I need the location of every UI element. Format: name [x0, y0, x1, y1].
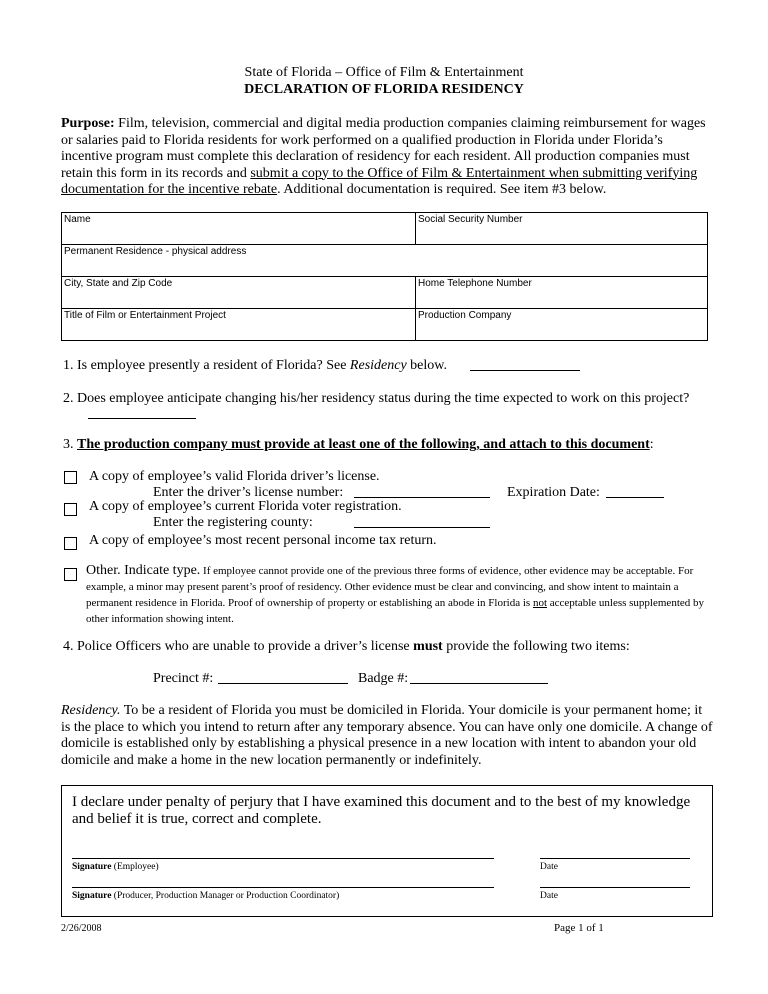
- document-title: DECLARATION OF FLORIDA RESIDENCY: [244, 82, 524, 97]
- option-tax-return-checkbox[interactable]: [64, 537, 77, 550]
- badge-line[interactable]: [410, 671, 548, 684]
- expiration-date-line[interactable]: [606, 485, 664, 498]
- question-2: 2. Does employee anticipate changing his/her residency status during the time expected to work on this project?: [63, 391, 690, 406]
- badge-label: Badge #:: [358, 671, 409, 686]
- registering-county-line[interactable]: [354, 515, 490, 528]
- expiration-date-label: Expiration Date:: [507, 485, 600, 500]
- footer-date: 2/26/2008: [61, 923, 102, 934]
- purpose-underlined: submit a copy to the Office of Film & Entertainment when submitting verifying documentation for the incentive rebate: [61, 165, 698, 197]
- project-title-field[interactable]: Title of Film or Entertainment Project: [62, 309, 416, 341]
- phone-field[interactable]: Home Telephone Number: [416, 277, 708, 309]
- purpose-text: Film, television, commercial and digital media production companies claiming reimbursement for wages or salaries paid to Florida residents for work performed on a qualified production in Florida under Florida’s incentive program must complete this declaration of residency for each resident. All production companies must retain this form in its records and: [61, 116, 706, 181]
- option-other-checkbox[interactable]: [64, 568, 77, 581]
- question-4: 4. Police Officers who are unable to provide a driver’s license must provide the following two items:: [63, 639, 630, 654]
- purpose-label: Purpose:: [61, 116, 115, 131]
- license-number-line[interactable]: [354, 485, 490, 498]
- producer-date-line[interactable]: [540, 887, 690, 888]
- production-company-field[interactable]: Production Company: [416, 309, 708, 341]
- producer-date-label: Date: [540, 891, 558, 901]
- city-field[interactable]: City, State and Zip Code: [62, 277, 416, 309]
- declaration-text: I declare under penalty of perjury that I have examined this document and to the best of my knowledge and belief it is true, correct and complete.: [72, 794, 691, 827]
- q2-answer-line[interactable]: [88, 406, 196, 419]
- ssn-field[interactable]: Social Security Number: [416, 213, 708, 245]
- registering-county-label: Enter the registering county:: [153, 515, 313, 530]
- employee-signature-label: Signature (Employee): [72, 862, 159, 872]
- precinct-label: Precinct #:: [153, 671, 214, 686]
- producer-signature-line[interactable]: [72, 887, 494, 888]
- producer-signature-label: Signature (Producer, Production Manager or Production Coordinator): [72, 891, 340, 901]
- precinct-line[interactable]: [218, 671, 348, 684]
- question-1: 1. Is employee presently a resident of Florida? See Residency below.: [63, 358, 447, 373]
- address-field[interactable]: Permanent Residence - physical address: [62, 245, 708, 277]
- license-number-label: Enter the driver’s license number:: [153, 485, 344, 500]
- option-tax-return: A copy of employee’s most recent personal income tax return.: [89, 533, 437, 548]
- option-voter-registration-checkbox[interactable]: [64, 503, 77, 516]
- header-agency: State of Florida – Office of Film & Entertainment: [244, 65, 524, 80]
- purpose-paragraph: [61, 116, 713, 199]
- employee-info-table: [61, 212, 708, 341]
- option-other: Other. Indicate type. If employee cannot provide one of the previous three forms of evidence, other evidence may be acceptable. For example, a minor may present parent’s proof of residency. Other evidence must be clear and convincing, and show intent to maintain a permanent residence in Florida. Proof of ownership of property or establishing an abode in Florida is not acceptable unless supplemented by other information showing intent.: [86, 563, 705, 625]
- q1-answer-line[interactable]: [470, 358, 580, 371]
- name-field[interactable]: Name: [62, 213, 416, 245]
- question-3: 3. The production company must provide at least one of the following, and attach to this document:: [63, 437, 654, 452]
- employee-signature-line[interactable]: [72, 858, 494, 859]
- page-number: Page 1 of 1: [554, 922, 604, 934]
- employee-date-label: Date: [540, 862, 558, 872]
- option-drivers-license-checkbox[interactable]: [64, 471, 77, 484]
- purpose-text-end: . Additional documentation is required. See item #3 below.: [277, 182, 607, 197]
- option-voter-registration: A copy of employee’s current Florida voter registration.: [89, 499, 402, 514]
- employee-date-line[interactable]: [540, 858, 690, 859]
- residency-paragraph: Residency. To be a resident of Florida you must be domiciled in Florida. Your domicile is your permanent home; it is the place to which you intend to return after any temporary absence. You can have only one domicile. A change of domicile is established only by establishing a physical presence in a new location with intent to abandon your old domicile and make a home in the new location permanently or indefinitely.: [61, 703, 713, 768]
- option-drivers-license: A copy of employee’s valid Florida driver’s license.: [89, 469, 380, 484]
